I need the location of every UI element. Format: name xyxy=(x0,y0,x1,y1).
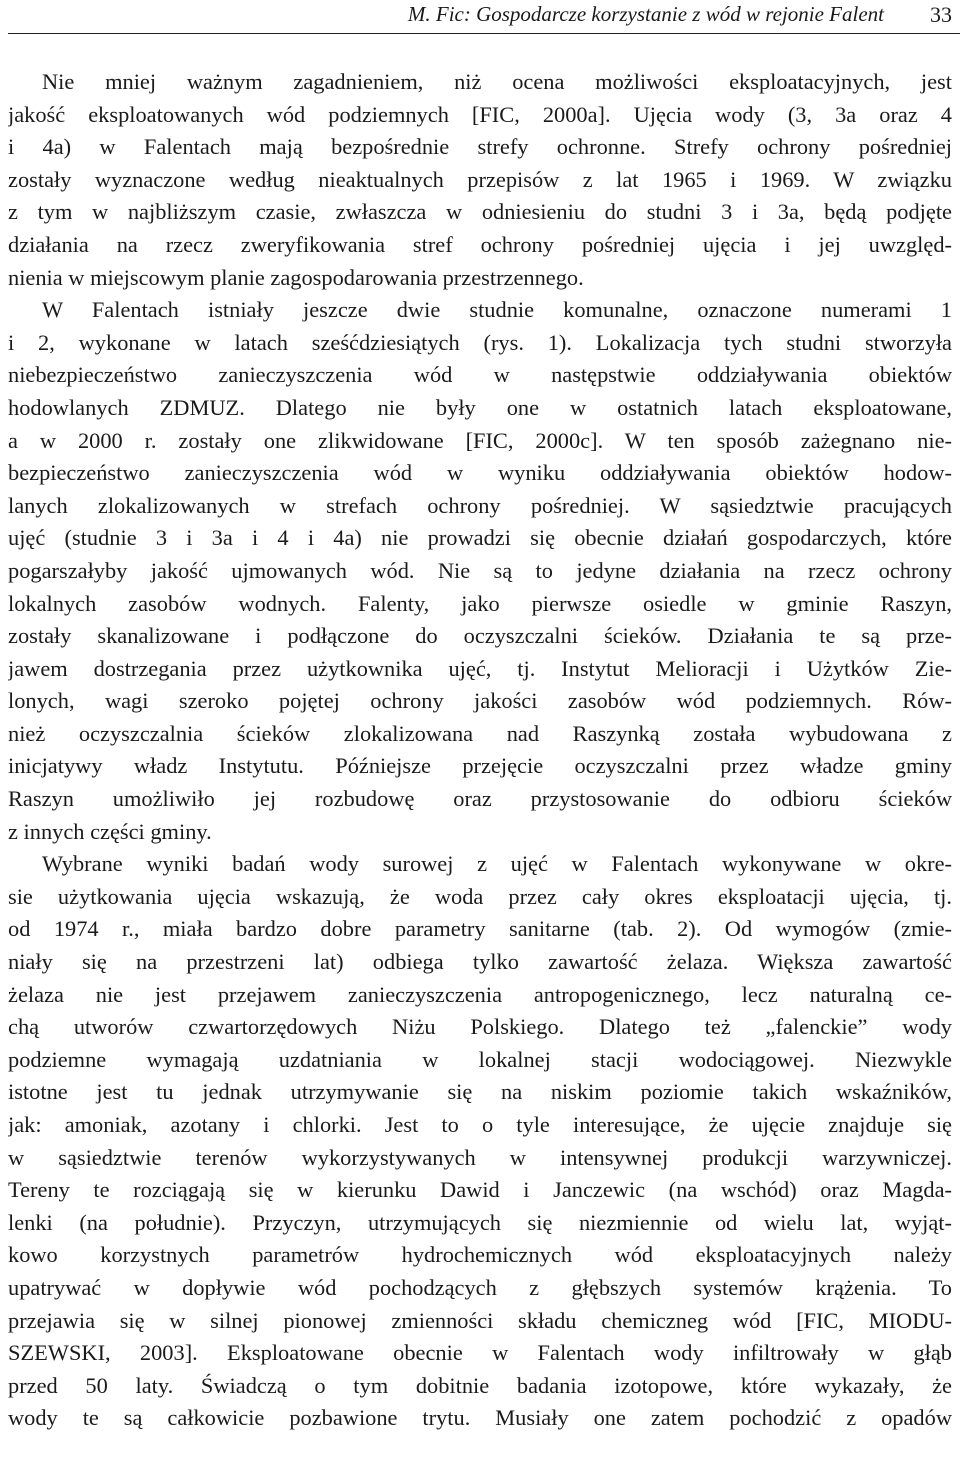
text-line: chą utworów czwartorzędowych Niżu Polskiego. Dlatego też „falenckie” wody xyxy=(8,1014,952,1040)
text-line: i 4a) w Falentach mają bezpośrednie strefy ochronne. Strefy ochrony pośredniej xyxy=(8,134,952,160)
text-line: zostały skanalizowane i podłączone do oczyszczalni ścieków. Działania te są prze- xyxy=(8,623,952,649)
text-line: niebezpieczeństwo zanieczyszczenia wód w następstwie oddziaływania obiektów xyxy=(8,362,952,388)
text-line: SZEWSKI, 2003]. Eksploatowane obecnie w Falentach wody infiltrowały w głąb xyxy=(8,1340,952,1366)
text-line: W Falentach istniały jeszcze dwie studnie komunalne, oznaczone numerami 1 xyxy=(42,297,952,323)
text-line: lokalnych zasobów wodnych. Falenty, jako pierwsze osiedle w gminie Raszyn, xyxy=(8,590,952,616)
text-line: żelaza nie jest przejawem zanieczyszczenia antropogenicznego, lecz naturalną ce- xyxy=(8,981,952,1007)
text-line: nienia w miejscowym planie zagospodarowania przestrzennego. xyxy=(8,264,584,290)
text-line: sie użytkowania ujęcia wskazują, że woda przez cały okres eksploatacji ujęcia, tj. xyxy=(8,883,952,909)
text-line: lonych, wagi szeroko pojętej ochrony jakości zasobów wód podziemnych. Rów- xyxy=(8,688,952,714)
page-number: 33 xyxy=(930,2,952,27)
running-title: M. Fic: Gospodarcze korzystanie z wód w rejonie Falent xyxy=(407,2,884,26)
text-line: przejawia się w silnej pionowej zmienności składu chemiczneg wód [FIC, MIODU- xyxy=(8,1307,952,1333)
text-line: podziemne wymagają uzdatniania w lokalnej stacji wodociągowej. Niezwykle xyxy=(8,1046,952,1072)
text-line: przed 50 laty. Świadczą o tym dobitnie badania izotopowe, które wykazały, że xyxy=(8,1372,952,1398)
text-line: jakość eksploatowanych wód podziemnych [FIC, 2000a]. Ujęcia wody (3, 3a oraz 4 xyxy=(8,101,952,127)
text-line: Raszyn umożliwiło jej rozbudowę oraz przystosowanie do odbioru ścieków xyxy=(8,786,952,812)
text-line: lanych zlokalizowanych w strefach ochrony pośredniej. W sąsiedztwie pracujących xyxy=(8,492,952,518)
body-text xyxy=(8,66,952,1435)
text-line: nież oczyszczalnia ścieków zlokalizowana nad Raszynką została wybudowana z xyxy=(8,720,952,746)
text-line: upatrywać w dopływie wód pochodzących z głębszych systemów krążenia. To xyxy=(8,1274,952,1300)
paragraph-2 xyxy=(8,294,952,848)
text-line: i 2, wykonane w latach sześćdziesiątych (rys. 1). Lokalizacja tych studni stworzyła xyxy=(8,329,952,355)
text-line: jawem dostrzegania przez użytkownika ujęć, tj. Instytut Melioracji i Użytków Zie- xyxy=(8,655,952,681)
text-line: jak: amoniak, azotany i chlorki. Jest to o tyle interesujące, że ujęcie znajduje się xyxy=(8,1112,952,1137)
text-line: pogarszałyby jakość ujmowanych wód. Nie są to jedyne działania na rzecz ochrony xyxy=(8,557,952,583)
paragraph-3 xyxy=(8,848,952,1435)
text-line: działania na rzecz zweryfikowania stref ochrony pośredniej ujęcia i jej uwzględ- xyxy=(8,231,952,257)
text-line: zostały wyznaczone według nieaktualnych przepisów z lat 1965 i 1969. W związku xyxy=(8,166,952,192)
text-line: inicjatywy władz Instytutu. Późniejsze przejęcie oczyszczalni przez władze gminy xyxy=(8,753,952,779)
header-rule xyxy=(8,33,960,34)
text-line: niały się na przestrzeni lat) odbiega tylko zawartość żelaza. Większa zawartość xyxy=(8,949,952,975)
text-line: Nie mniej ważnym zagadnieniem, niż ocena możliwości eksploatacyjnych, jest xyxy=(42,69,952,94)
text-line: istotne jest tu jednak utrzymywanie się na niskim poziomie takich wskaźników, xyxy=(8,1079,952,1105)
text-line: z tym w najbliższym czasie, zwłaszcza w odniesieniu do studni 3 i 3a, będą podjęte xyxy=(8,199,952,225)
text-line: lenki (na południe). Przyczyn, utrzymujących się niezmiennie od wielu lat, wyjąt- xyxy=(8,1209,952,1235)
running-header xyxy=(0,0,960,34)
text-line: a w 2000 r. zostały one zlikwidowane [FIC, 2000c]. W ten sposób zażegnano nie- xyxy=(8,427,952,453)
text-line: hodowlanych ZDMUZ. Dlatego nie były one w ostatnich latach eksploatowane, xyxy=(8,394,952,420)
text-line: ujęć (studnie 3 i 3a i 4 i 4a) nie prowadzi się obecnie działań gospodarczych, które xyxy=(8,525,952,551)
paragraph-1 xyxy=(8,66,952,294)
text-line: Wybrane wyniki badań wody surowej z ujęć w Falentach wykonywane w okre- xyxy=(42,851,952,877)
text-line: wody te są całkowicie pozbawione trytu. Musiały one zatem pochodzić z opadów xyxy=(8,1405,952,1431)
text-line: Tereny te rozciągają się w kierunku Dawid i Janczewic (na wschód) oraz Magda- xyxy=(8,1177,952,1203)
text-line: z innych części gminy. xyxy=(8,818,212,844)
text-line: od 1974 r., miała bardzo dobre parametry sanitarne (tab. 2). Od wymogów (zmie- xyxy=(8,916,952,942)
text-line: kowo korzystnych parametrów hydrochemicznych wód eksploatacyjnych należy xyxy=(8,1242,952,1268)
text-line: bezpieczeństwo zanieczyszczenia wód w wyniku oddziaływania obiektów hodow- xyxy=(8,460,952,486)
text-line: w sąsiedztwie terenów wykorzystywanych w intensywnej produkcji warzywniczej. xyxy=(8,1144,952,1170)
